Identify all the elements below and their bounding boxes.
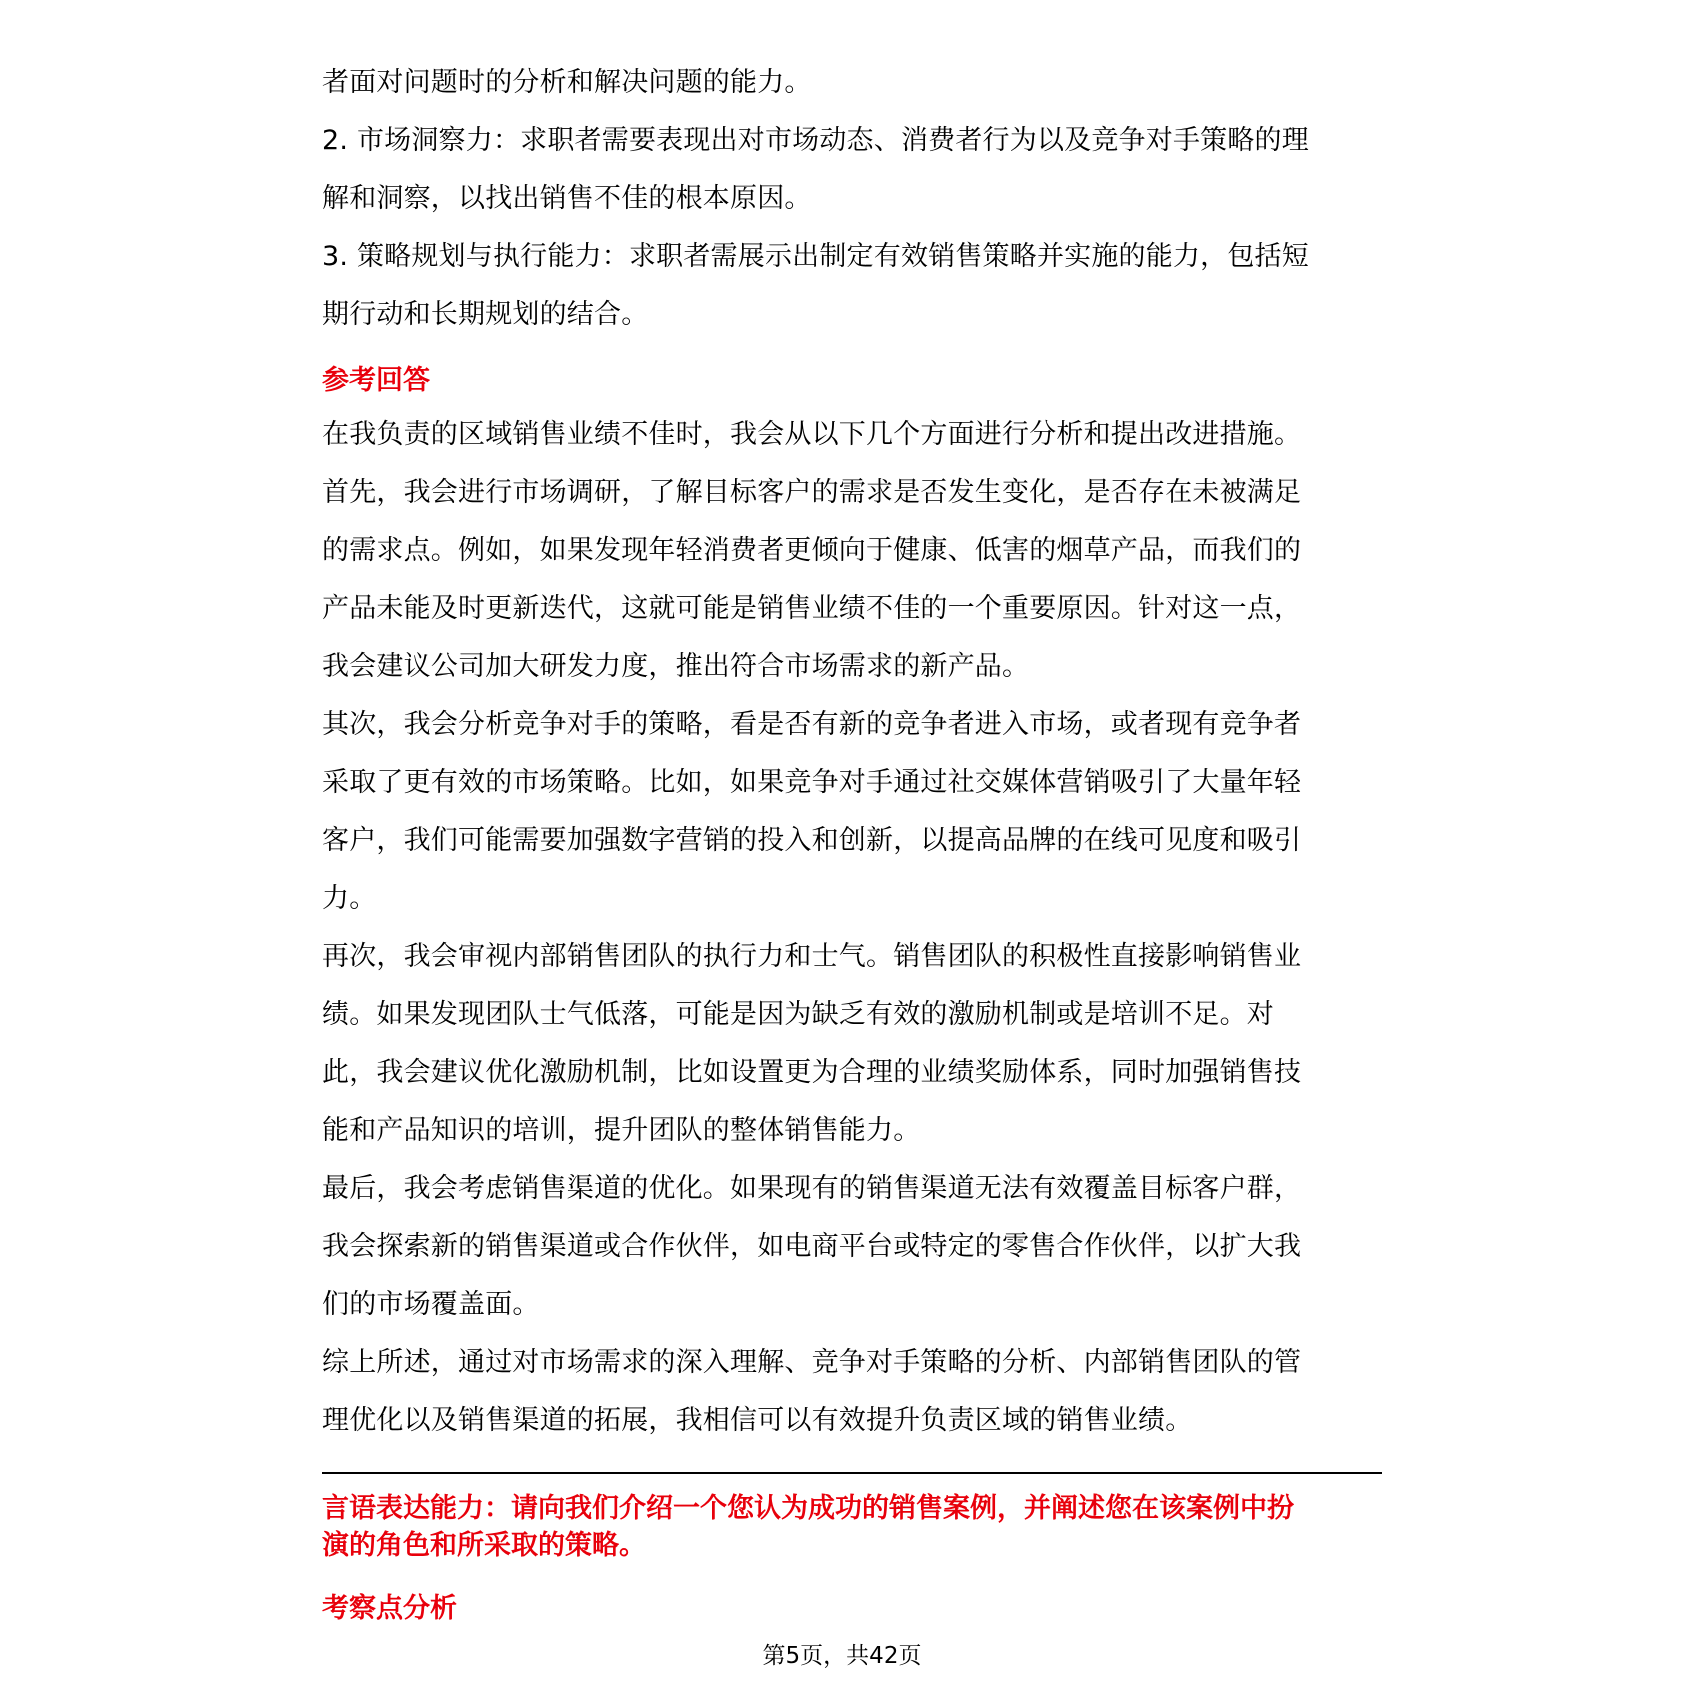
- intro-section: [322, 54, 1382, 344]
- answer-line: 首先，我会进行市场调研，了解目标客户的需求是否发生变化，是否存在未被满足: [322, 477, 1302, 508]
- answer-line: 我会探索新的销售渠道或合作伙伴，如电商平台或特定的零售合作伙伴，以扩大我: [322, 1231, 1302, 1262]
- answer-section: [322, 406, 1382, 1450]
- answer-line: 其次，我会分析竞争对手的策略，看是否有新的竞争者进入市场，或者现有竞争者: [322, 709, 1302, 740]
- question-line: 言语表达能力：请向我们介绍一个您认为成功的销售案例，并阐述您在该案例中扮: [322, 1493, 1294, 1524]
- answer-line: 综上所述，通过对市场需求的深入理解、竞争对手策略的分析、内部销售团队的管: [322, 1347, 1302, 1378]
- intro-line: 期行动和长期规划的结合。: [322, 299, 649, 330]
- intro-line: 2. 市场洞察力：求职者需要表现出对市场动态、消费者行为以及竞争对手策略的理: [322, 125, 1309, 156]
- reference-answer-heading: 参考回答: [322, 365, 430, 396]
- intro-line: 解和洞察，以找出销售不佳的根本原因。: [322, 183, 812, 214]
- answer-line: 绩。如果发现团队士气低落，可能是因为缺乏有效的激励机制或是培训不足。对: [322, 999, 1274, 1030]
- answer-line: 的需求点。例如，如果发现年轻消费者更倾向于健康、低害的烟草产品，而我们的: [322, 535, 1302, 566]
- section-divider: [322, 1472, 1382, 1474]
- answer-line: 客户，我们可能需要加强数字营销的投入和创新，以提高品牌的在线可见度和吸引: [322, 825, 1302, 856]
- question-line: 演的角色和所采取的策略。: [322, 1530, 646, 1561]
- answer-line: 理优化以及销售渠道的拓展，我相信可以有效提升负责区域的销售业绩。: [322, 1405, 1193, 1436]
- answer-line: 我会建议公司加大研发力度，推出符合市场需求的新产品。: [322, 651, 1030, 682]
- answer-line: 力。: [322, 883, 377, 914]
- analysis-heading: 考察点分析: [322, 1593, 457, 1624]
- answer-line: 最后，我会考虑销售渠道的优化。如果现有的销售渠道无法有效覆盖目标客户群，: [322, 1173, 1302, 1204]
- document-page: [322, 54, 1382, 1634]
- answer-line: 能和产品知识的培训，提升团队的整体销售能力。: [322, 1115, 921, 1146]
- question-title: [322, 1490, 1382, 1564]
- answer-line: 在我负责的区域销售业绩不佳时，我会从以下几个方面进行分析和提出改进措施。: [322, 419, 1302, 450]
- answer-line: 们的市场覆盖面。: [322, 1289, 540, 1320]
- intro-line: 3. 策略规划与执行能力：求职者需展示出制定有效销售策略并实施的能力，包括短: [322, 241, 1309, 272]
- intro-line: 者面对问题时的分析和解决问题的能力。: [322, 67, 812, 98]
- page-number-footer: 第5页，共42页: [762, 1643, 922, 1669]
- answer-line: 再次，我会审视内部销售团队的执行力和士气。销售团队的积极性直接影响销售业: [322, 941, 1302, 972]
- answer-line: 产品未能及时更新迭代，这就可能是销售业绩不佳的一个重要原因。针对这一点，: [322, 593, 1302, 624]
- answer-line: 此，我会建议优化激励机制，比如设置更为合理的业绩奖励体系，同时加强销售技: [322, 1057, 1302, 1088]
- answer-line: 采取了更有效的市场策略。比如，如果竞争对手通过社交媒体营销吸引了大量年轻: [322, 767, 1302, 798]
